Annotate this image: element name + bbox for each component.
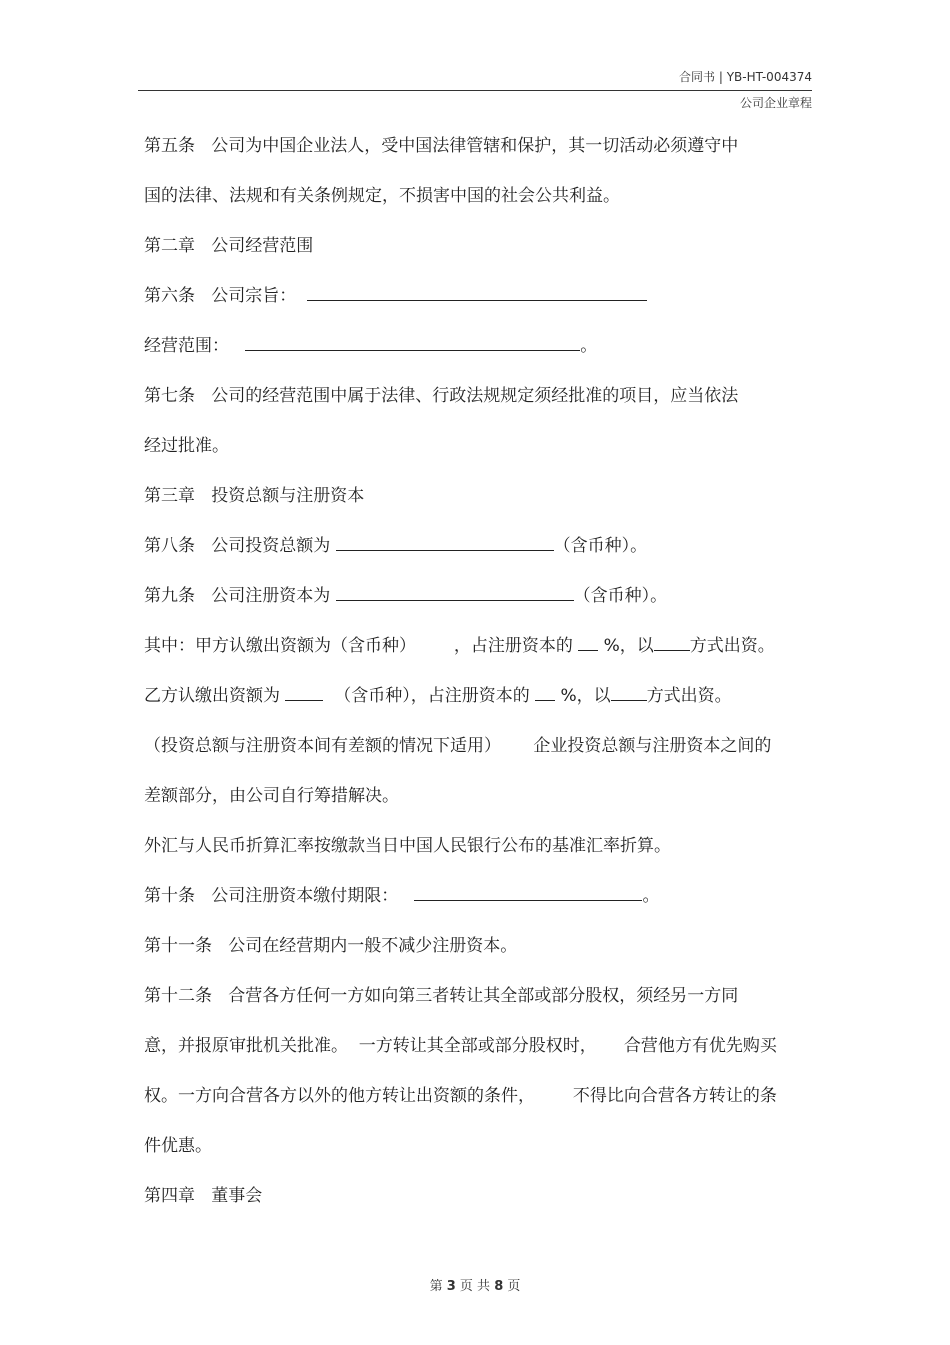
footer-current-page: 3	[446, 1279, 456, 1294]
article-9-text: 第九条 公司注册资本为	[144, 586, 331, 606]
chapter-2-heading: 第二章 公司经营范围	[144, 236, 314, 256]
party-a-percent-text: %，以	[603, 636, 654, 656]
article-8-line	[144, 531, 647, 556]
payment-deadline-blank[interactable]	[414, 885, 642, 901]
article-10-period: 。	[642, 886, 660, 906]
article-6-text: 第六条 公司宗旨：	[144, 286, 297, 306]
party-a-line	[144, 631, 775, 656]
article-6-line	[144, 281, 647, 306]
party-b-amount-blank[interactable]	[285, 685, 323, 701]
page-footer	[0, 1275, 950, 1294]
footer-total-pages: 8	[494, 1279, 504, 1294]
chapter-4-heading: 第四章 董事会	[144, 1186, 263, 1206]
party-a-text: 其中：甲方认缴出资额为（含币种） ，占注册资本的	[144, 636, 573, 656]
article-7-line-1: 第七条 公司的经营范围中属于法律、行政法规规定须经批准的项目，应当依法	[144, 386, 739, 406]
article-8-text: 第八条 公司投资总额为	[144, 536, 331, 556]
party-a-percent-blank[interactable]	[578, 635, 598, 651]
party-b-percent-blank[interactable]	[535, 685, 555, 701]
article-12-line-1: 第十二条 合营各方任何一方如向第三者转让其全部或部分股权，须经另一方同	[144, 986, 739, 1006]
party-b-percent-text: %，以	[560, 686, 611, 706]
party-b-method-blank[interactable]	[611, 685, 647, 701]
registered-capital-blank[interactable]	[336, 585, 574, 601]
party-b-suffix: 方式出资。	[646, 686, 732, 706]
article-7-line-2: 经过批准。	[144, 436, 229, 456]
party-b-line	[144, 681, 732, 706]
party-b-text: 乙方认缴出资额为	[144, 686, 280, 706]
chapter-3-heading: 第三章 投资总额与注册资本	[144, 486, 365, 506]
header-subtitle: 公司企业章程	[739, 96, 812, 110]
article-5-line-1: 第五条 公司为中国企业法人，受中国法律管辖和保护，其一切活动必须遵守中	[144, 136, 739, 156]
header-doc-id	[679, 68, 812, 85]
purpose-blank[interactable]	[307, 285, 647, 301]
business-scope-line	[144, 331, 597, 356]
exchange-rate-line: 外汇与人民币折算汇率按缴款当日中国人民银行公布的基准汇率折算。	[144, 836, 671, 856]
business-scope-blank[interactable]	[245, 335, 580, 351]
article-12-line-4: 件优惠。	[144, 1136, 212, 1156]
article-9-line	[144, 581, 667, 606]
business-scope-label: 经营范围：	[144, 336, 229, 356]
article-12-line-3: 权。一方向合营各方以外的他方转让出资额的条件， 不得比向合营各方转让的条	[144, 1086, 777, 1106]
header-doc-code: YB-HT-004374	[726, 70, 812, 84]
header-rule	[138, 90, 812, 91]
article-5-line-2: 国的法律、法规和有关条例规定，不损害中国的社会公共利益。	[144, 186, 620, 206]
header-separator: |	[718, 70, 723, 84]
party-a-suffix: 方式出资。	[689, 636, 775, 656]
difference-line-1: （投资总额与注册资本间有差额的情况下适用） 企业投资总额与注册资本之间的	[144, 736, 772, 756]
total-investment-blank[interactable]	[336, 535, 554, 551]
header-doc-type: 合同书	[678, 70, 715, 84]
business-scope-period: 。	[580, 336, 598, 356]
article-9-suffix: （含币种）。	[573, 586, 668, 606]
footer-prefix: 第	[429, 1279, 443, 1294]
article-11-line: 第十一条 公司在经营期内一般不减少注册资本。	[144, 936, 518, 956]
party-a-method-blank[interactable]	[654, 635, 690, 651]
article-8-suffix: （含币种）。	[553, 536, 648, 556]
party-b-mid: （含币种），占注册资本的	[334, 686, 530, 706]
article-12-line-2: 意，并报原审批机关批准。 一方转让其全部或部分股权时， 合营他方有优先购买	[144, 1036, 777, 1056]
article-10-text: 第十条 公司注册资本缴付期限：	[144, 886, 399, 906]
footer-suffix: 页	[507, 1279, 521, 1294]
article-10-line	[144, 881, 659, 906]
difference-line-2: 差额部分，由公司自行筹措解决。	[144, 786, 399, 806]
footer-mid: 页 共	[459, 1279, 491, 1294]
